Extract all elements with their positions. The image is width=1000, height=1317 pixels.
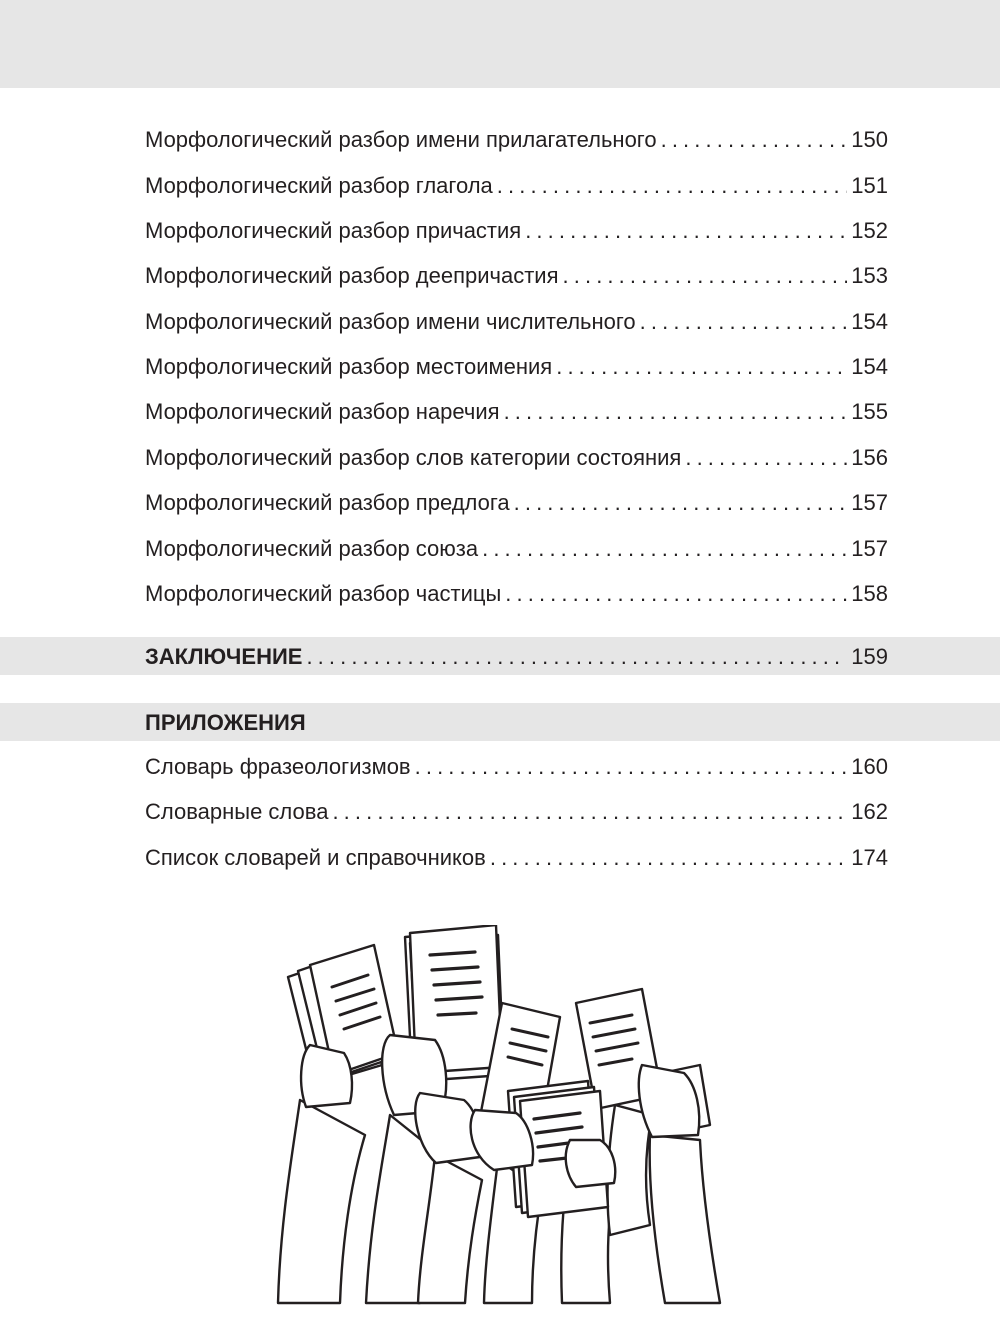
dot-leader <box>556 353 847 381</box>
header-band <box>0 0 1000 88</box>
toc-entry-page: 152 <box>851 218 888 243</box>
appendices-band <box>0 703 1000 741</box>
toc-entry-title: Список словарей и справочников <box>145 845 486 870</box>
toc-entry[interactable] <box>145 308 888 336</box>
dot-leader <box>525 217 847 245</box>
toc-entry-page: 156 <box>851 445 888 470</box>
toc-entry-title: Морфологический разбор предлога <box>145 490 510 515</box>
toc-entry[interactable] <box>145 126 888 154</box>
hands-holding-papers-illustration <box>270 925 730 1305</box>
dot-leader <box>685 444 847 472</box>
toc-entry[interactable] <box>145 444 888 472</box>
dot-leader <box>497 172 848 200</box>
toc-entry-title: Морфологический разбор глагола <box>145 173 493 198</box>
toc-entry[interactable] <box>145 798 888 826</box>
toc-entry-title: Морфологический разбор слов категории состояния <box>145 445 682 470</box>
toc-entry-title: Морфологический разбор наречия <box>145 399 500 424</box>
toc-entry[interactable] <box>145 535 888 563</box>
toc-entry-page: 150 <box>851 127 888 152</box>
dot-leader <box>306 643 847 671</box>
toc-entry[interactable] <box>145 398 888 426</box>
toc-entry[interactable] <box>145 844 888 872</box>
toc-entry-page: 162 <box>851 799 888 824</box>
toc-entry[interactable] <box>145 489 888 517</box>
conclusion-band <box>0 637 1000 675</box>
toc-entry-title: ЗАКЛЮЧЕНИЕ <box>145 644 303 669</box>
dot-leader <box>563 262 848 290</box>
toc-entry-title: Морфологический разбор местоимения <box>145 354 553 379</box>
toc-entry[interactable] <box>145 353 888 381</box>
dot-leader <box>482 535 847 563</box>
toc-entry-page: 159 <box>851 644 888 669</box>
toc-entry-title: Морфологический разбор имени числительного <box>145 309 636 334</box>
toc-entry-page: 154 <box>851 354 888 379</box>
dot-leader <box>661 126 848 154</box>
dot-leader <box>415 753 848 781</box>
toc-entry-page: 153 <box>851 263 888 288</box>
toc-entry[interactable] <box>145 262 888 290</box>
toc-entry-title: Морфологический разбор деепричастия <box>145 263 559 288</box>
toc-entry-title: Морфологический разбор союза <box>145 536 479 561</box>
toc-entry-page: 157 <box>851 490 888 515</box>
toc-entry-page: 155 <box>851 399 888 424</box>
toc-entry-title: Словарные слова <box>145 799 329 824</box>
toc-entry-page: 160 <box>851 754 888 779</box>
toc-entry[interactable] <box>145 217 888 245</box>
toc-entry-page: 158 <box>851 581 888 606</box>
toc-entry-title: Морфологический разбор имени прилагательного <box>145 127 657 152</box>
toc-entry-conclusion[interactable] <box>145 643 888 671</box>
dot-leader <box>640 308 848 336</box>
dot-leader <box>490 844 847 872</box>
toc-entry-page: 151 <box>851 173 888 198</box>
toc-entry-page: 174 <box>851 845 888 870</box>
toc-entry-title: Морфологический разбор частицы <box>145 581 502 606</box>
dot-leader <box>514 489 848 517</box>
dot-leader <box>504 398 848 426</box>
toc-entry-page: 157 <box>851 536 888 561</box>
section-heading: ПРИЛОЖЕНИЯ <box>145 710 306 735</box>
dot-leader <box>505 580 847 608</box>
toc-entry-page: 154 <box>851 309 888 334</box>
dot-leader <box>332 798 847 826</box>
toc-entry[interactable] <box>145 753 888 781</box>
toc-entry-title: Морфологический разбор причастия <box>145 218 522 243</box>
toc-entry[interactable] <box>145 580 888 608</box>
toc-entry[interactable] <box>145 172 888 200</box>
toc-entry-title: Словарь фразеологизмов <box>145 754 411 779</box>
